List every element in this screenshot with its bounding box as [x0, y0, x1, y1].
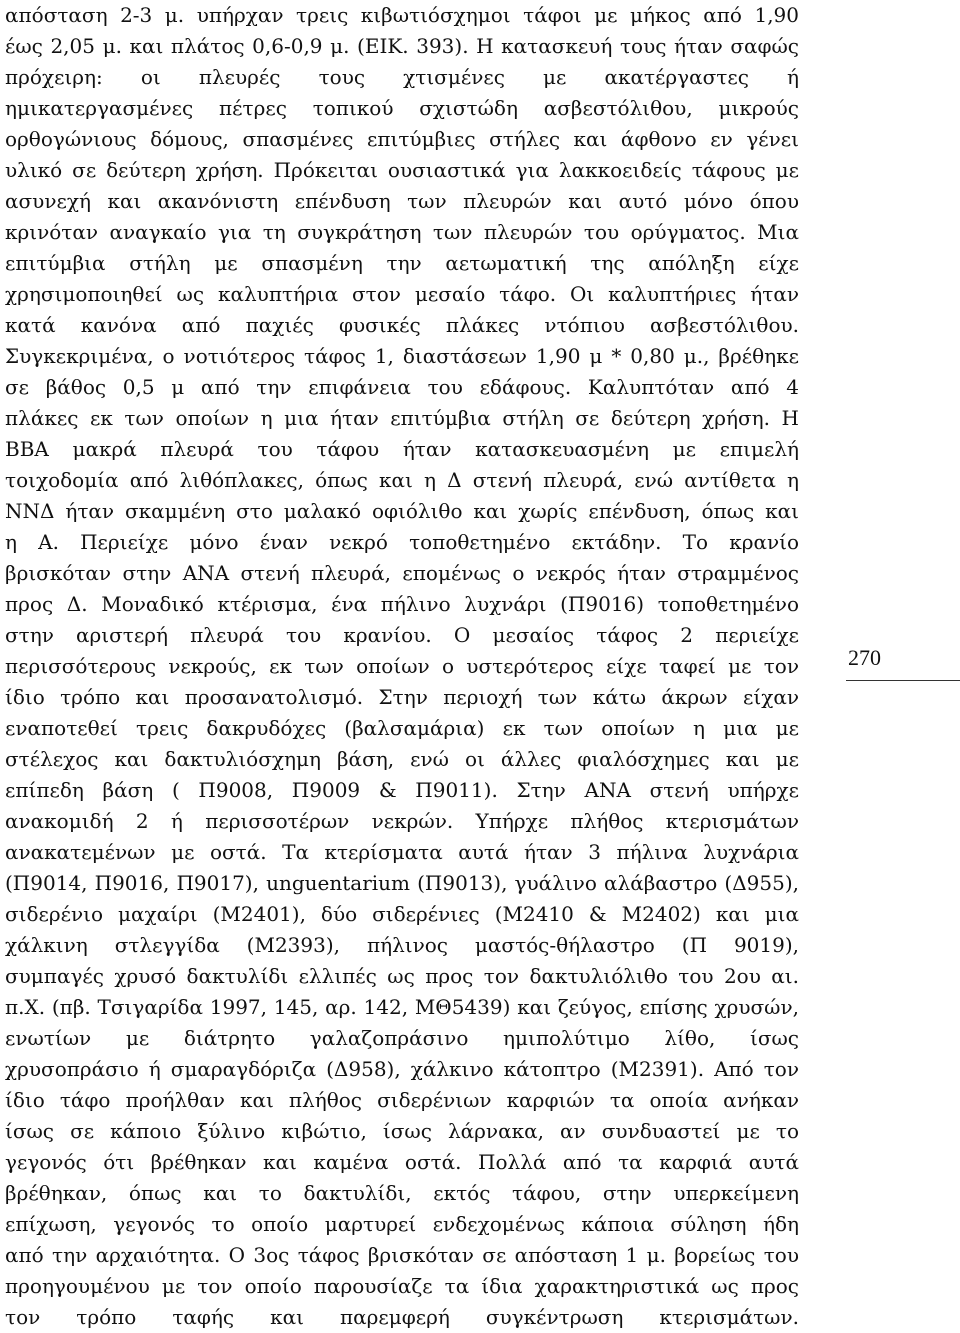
text-line: στην αριστερή πλευρά του κρανίου. Ο μεσαίος τάφος 2 περιείχε	[5, 623, 799, 647]
text-line: χάλκινη στλεγγίδα (Μ2393), πήλινος μαστός-θήλαστρο (Π 9019),	[5, 933, 799, 957]
text-line: συμπαγές χρυσό δακτυλίδι ελλιπές ως προς τον δακτυλιόλιθο του 2ου αι.	[5, 964, 799, 988]
text-line: π.Χ. (πβ. Τσιγαρίδα 1997, 145, αρ. 142, ΜΘ5439) και ζεύγος, επίσης χρυσών,	[5, 995, 799, 1019]
text-line: χρυσοπράσιο ή σμαραγδόριζα (Δ958), χάλκινο κάτοπτρο (Μ2391). Από τον	[5, 1057, 799, 1081]
text-line: ανακατεμένων με οστά. Τα κτερίσματα αυτά ήταν 3 πήλινα λυχνάρια	[5, 840, 799, 864]
text-line: η Α. Περιείχε μόνο έναν νεκρό τοποθετημένο εκτάδην. Το κρανίο	[5, 530, 799, 554]
text-line: προηγουμένου με τον οποίο παρουσίαζε τα ίδια χαρακτηριστικά ως προς	[5, 1274, 799, 1298]
text-line: ΝΝΔ ήταν σκαμμένη στο μαλακό οφιόλιθο και χωρίς επένδυση, όπως και	[5, 499, 799, 523]
text-line: Συγκεκριμένα, ο νοτιότερος τάφος 1, διαστάσεων 1,90 μ * 0,80 μ., βρέθηκε	[5, 344, 799, 368]
text-line: ίδιο τρόπο και προσανατολισμό. Στην περιοχή των κάτω άκρων είχαν	[5, 685, 799, 709]
text-line: τον τρόπο ταφής και παρεμφερή συγκέντρωση κτερισμάτων.	[5, 1305, 799, 1329]
text-line: ίσως σε κάποιο ξύλινο κιβώτιο, ίσως λάρνακα, αν συνδυαστεί με το	[5, 1119, 799, 1143]
text-line: στέλεχος και δακτυλιόσχημη βάση, ενώ οι άλλες φιαλόσχημες και με	[5, 747, 799, 771]
text-line: πρόχειρη: οι πλευρές τους χτισμένες με ακατέργαστες ή	[5, 65, 799, 89]
text-line: κρινόταν αναγκαίο για τη συγκράτηση των πλευρών του ορύγματος. Μια	[5, 220, 799, 244]
text-line: εναποτεθεί τρεις δακρυδόχες (βαλσαμάρια) εκ των οποίων η μια με	[5, 716, 799, 740]
text-line: έως 2,05 μ. και πλάτος 0,6-0,9 μ. (ΕΙΚ. 393). Η κατασκευή τους ήταν σαφώς	[5, 34, 799, 58]
page-number-rule	[846, 680, 960, 681]
text-line: επίχωση, γεγονός το οποίο μαρτυρεί ενδεχομένως κάποια σύληση ήδη	[5, 1212, 799, 1236]
text-line: βρισκόταν στην ΑΝΑ στενή πλευρά, επομένως ο νεκρός ήταν στραμμένος	[5, 561, 799, 585]
text-line: επίπεδη βάση ( Π9008, Π9009 & Π9011). Στην ΑΝΑ στενή υπήρχε	[5, 778, 799, 802]
text-line: απόσταση 2-3 μ. υπήρχαν τρεις κιβωτιόσχημοι τάφοι με μήκος από 1,90	[5, 3, 799, 27]
text-line: πλάκες εκ των οποίων η μια ήταν επιτύμβια στήλη σε δεύτερη χρήση. Η	[5, 406, 799, 430]
text-line: ανακομιδή 2 ή περισσοτέρων νεκρών. Υπήρχε πλήθος κτερισμάτων	[5, 809, 799, 833]
text-line: επιτύμβια στήλη με σπασμένη την αετωματική της απόληξη είχε	[5, 251, 799, 275]
text-line: περισσότερους νεκρούς, εκ των οποίων ο υστερότερος είχε ταφεί με τον	[5, 654, 799, 678]
text-line: γεγονός ότι βρέθηκαν και καμένα οστά. Πολλά από τα καρφιά αυτά	[5, 1150, 799, 1174]
text-line: ίδιο τάφο προήλθαν και πλήθος σιδερένιων καρφιών τα οποία ανήκαν	[5, 1088, 799, 1112]
text-line: υλικό σε δεύτερη χρήση. Πρόκειται ουσιαστικά για λακκοειδείς τάφους με	[5, 158, 799, 182]
text-line: χρησιμοποιηθεί ως καλυπτήρια στον μεσαίο τάφο. Οι καλυπτήριες ήταν	[5, 282, 799, 306]
text-line: ΒΒΑ μακρά πλευρά του τάφου ήταν κατασκευασμένη με επιμελή	[5, 437, 799, 461]
text-line: σε βάθος 0,5 μ από την επιφάνεια του εδάφους. Καλυπτόταν από 4	[5, 375, 799, 399]
text-line: από την αρχαιότητα. Ο 3ος τάφος βρισκόταν σε απόσταση 1 μ. βορείως του	[5, 1243, 799, 1267]
text-line: (Π9014, Π9016, Π9017), unguentarium (Π9013), γυάλινο αλάβαστρο (Δ955),	[5, 871, 799, 895]
page-number: 270	[848, 645, 881, 670]
text-line: σιδερένιο μαχαίρι (Μ2401), δύο σιδερένιες (Μ2410 & Μ2402) και μια	[5, 902, 799, 926]
text-line: ορθογώνιους δόμους, σπασμένες επιτύμβιες στήλες και άφθονο εν γένει	[5, 127, 799, 151]
text-line: κατά κανόνα από παχιές φυσικές πλάκες ντόπιου ασβεστόλιθου.	[5, 313, 799, 337]
text-line: ενωτίων με διάτρητο γαλαζοπράσινο ημιπολύτιμο λίθο, ίσως	[5, 1026, 799, 1050]
text-line: ημικατεργασμένες πέτρες τοπικού σχιστώδη ασβεστόλιθου, μικρούς	[5, 96, 799, 120]
body-text	[5, 0, 799, 1333]
text-line: προς Δ. Μοναδικό κτέρισμα, ένα πήλινο λυχνάρι (Π9016) τοποθετημένο	[5, 592, 799, 616]
text-line: βρέθηκαν, όπως και το δακτυλίδι, εκτός τάφου, στην υπερκείμενη	[5, 1181, 799, 1205]
text-line: τοιχοδομία από λιθόπλακες, όπως και η Δ στενή πλευρά, ενώ αντίθετα η	[5, 468, 799, 492]
text-line: ασυνεχή και ακανόνιστη επένδυση των πλευρών και αυτό μόνο όπου	[5, 189, 799, 213]
